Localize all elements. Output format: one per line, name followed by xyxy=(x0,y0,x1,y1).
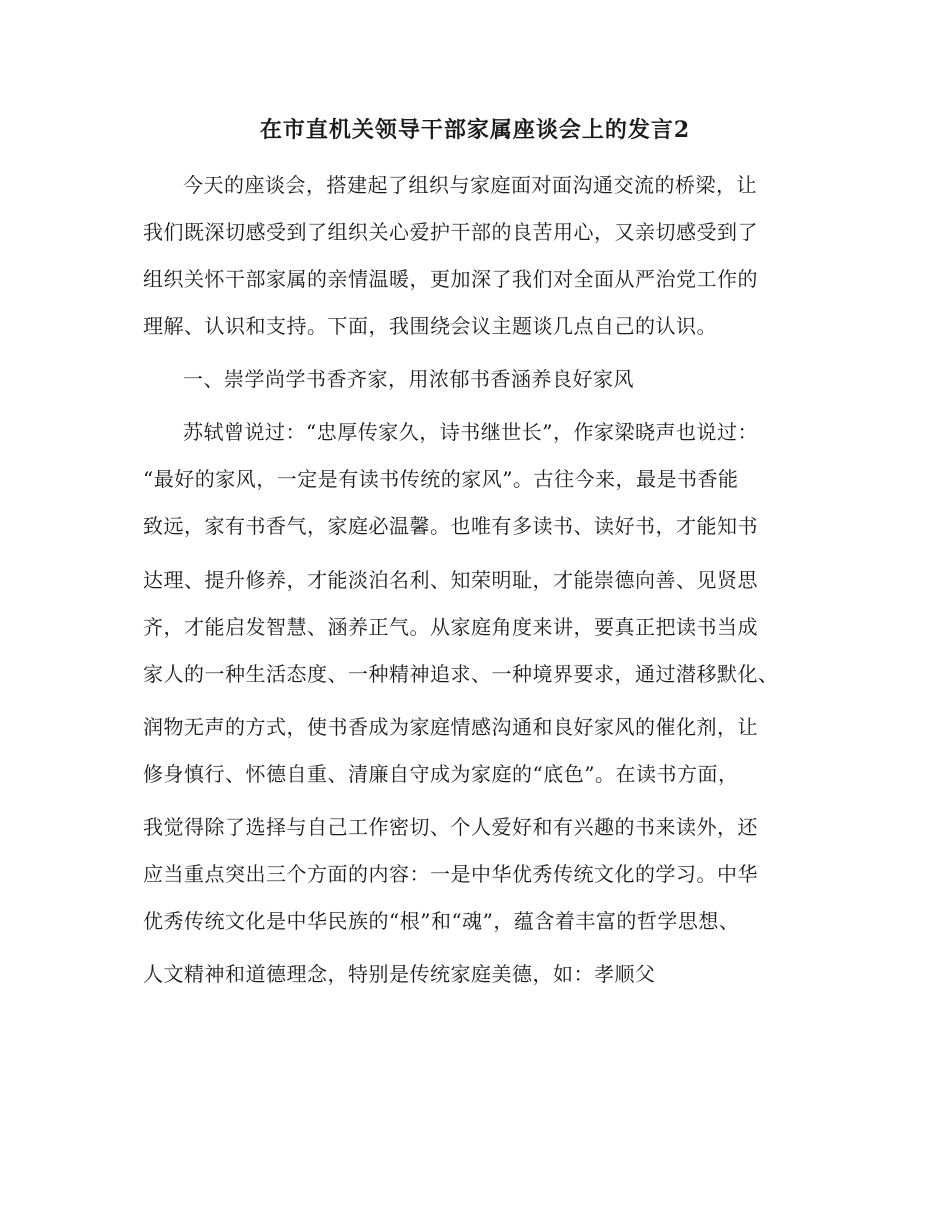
paragraph-line: 家人的一种生活态度、一种精神追求、一种境界要求，通过潜移默化、 xyxy=(143,662,779,686)
paragraph-line: 苏轼曾说过：“忠厚传家久，诗书继世长”，作家梁晓声也说过： xyxy=(183,420,758,444)
paragraph-line: 组织关怀干部家属的亲情温暖，更加深了我们对全面从严治党工作的 xyxy=(143,267,758,291)
paragraph-line: 修身慎行、怀德自重、清廉自守成为家庭的“底色”。在读书方面， xyxy=(143,762,739,786)
paragraph-line: 我觉得除了选择与自己工作密切、个人爱好和有兴趣的书来读外，还 xyxy=(143,815,758,839)
paragraph-line: 我们既深切感受到了组织关心爱护干部的良苦用心，又亲切感受到了 xyxy=(143,220,758,244)
paragraph-line: 致远，家有书香气，家庭必温馨。也唯有多读书、读好书，才能知书 xyxy=(143,514,758,538)
paragraph-line: 齐，才能启发智慧、涵养正气。从家庭角度来讲，要真正把读书当成 xyxy=(143,615,758,639)
paragraph-line: 优秀传统文化是中华民族的“根”和“魂”，蕴含着丰富的哲学思想、 xyxy=(143,909,740,933)
paragraph-line: 今天的座谈会，搭建起了组织与家庭面对面沟通交流的桥梁，让 xyxy=(183,173,757,197)
section-heading: 一、崇学尚学书香齐家，用浓郁书香涵养良好家风 xyxy=(183,367,634,391)
document-title: 在市直机关领导干部家属座谈会上的发言2 xyxy=(259,117,691,143)
paragraph-line: 应当重点突出三个方面的内容：一是中华优秀传统文化的学习。中华 xyxy=(143,862,758,886)
paragraph-line: 润物无声的方式，使书香成为家庭情感沟通和良好家风的催化剂，让 xyxy=(143,715,758,739)
paragraph-line: “最好的家风，一定是有读书传统的家风”。古往今来，最是书香能 xyxy=(143,467,739,491)
paragraph-line: 人文精神和道德理念，特别是传统家庭美德，如：孝顺父 xyxy=(143,962,656,986)
paragraph-line: 达理、提升修养，才能淡泊名利、知荣明耻，才能崇德向善、见贤思 xyxy=(143,568,758,592)
paragraph-line: 理解、认识和支持。下面，我围绕会议主题谈几点自己的认识。 xyxy=(143,314,717,338)
